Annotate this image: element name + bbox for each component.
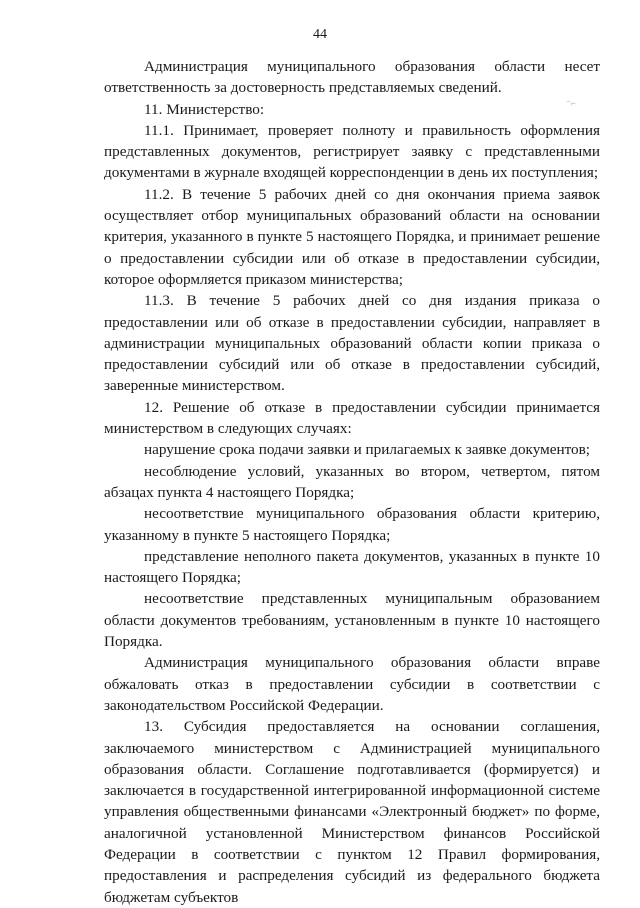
paragraph-13: 13. Субсидия предоставляется на основании соглашения, заключаемого министерством с Администрацией муниципального образования области. Соглашение подготавливается (формируется) и заключается в государственной интегрированной информационной системе управления общественными финансами «Электронный бюджет» по форме, аналогичной установленной Министерством финансов Российской Федерации в соответствии с пунктом 12 Правил формирования, предоставления и распределения субсидий из федерального бюджета бюджетам субъектов	[104, 718, 600, 906]
paragraph-11-2: 11.2. В течение 5 рабочих дней со дня окончания приема заявок осуществляет отбор муниципальных образований области на основании критерия, указанного в пункте 5 настоящего Порядка, и принимает решение о предоставлении субсидии или об отказе в предоставлении субсидии, которое оформляется приказом министерства;	[104, 185, 600, 288]
paragraph-11-3: 11.3. В течение 5 рабочих дней со дня издания приказа о предоставлении или об отказе в предоставлении субсидии, направляет в администрации муниципальных образований области копии приказа о предоставлении субсидий или об отказе в предоставлении субсидий, заверенные министерством.	[104, 292, 600, 395]
paragraph-12: 12. Решение об отказе в предоставлении субсидии принимается министерством в следующих случаях:	[104, 398, 600, 438]
paragraph-appeal: Администрация муниципального образования области вправе обжаловать отказ в предоставлении субсидии в соответствии с законодательством Российской Федерации.	[104, 654, 600, 714]
paragraph-liability: Администрация муниципального образования области несет ответственность за достоверность представляемых сведений.	[104, 58, 600, 97]
document-body	[104, 56, 600, 908]
paragraph-12-case-4: представление неполного пакета документов, указанных в пункте 10 настоящего Порядка;	[104, 547, 600, 587]
paragraph-12-case-5: несоответствие представленных муниципальным образованием области документов требованиям, установленным в пункте 10 настоящего Порядка.	[104, 590, 600, 651]
paragraph-12-case-2: несоблюдение условий, указанных во втором, четвертом, пятом абзацах пункта 4 настоящего Порядка;	[104, 462, 600, 501]
page-number: 44	[313, 27, 327, 42]
paragraph-12-case-1: нарушение срока подачи заявки и прилагаемых к заявке документов;	[144, 441, 591, 459]
scan-mark: ⁻⌐	[566, 98, 576, 108]
paragraph-11-heading: 11. Министерство:	[144, 100, 265, 118]
paragraph-12-case-3: несоответствие муниципального образования области критерию, указанному в пункте 5 настоящего Порядка;	[104, 505, 600, 544]
paragraph-11-1: 11.1. Принимает, проверяет полноту и правильность оформления представленных документов, регистрирует заявку с представленными документами в журнале входящей корреспонденции в день их поступления;	[104, 121, 600, 182]
